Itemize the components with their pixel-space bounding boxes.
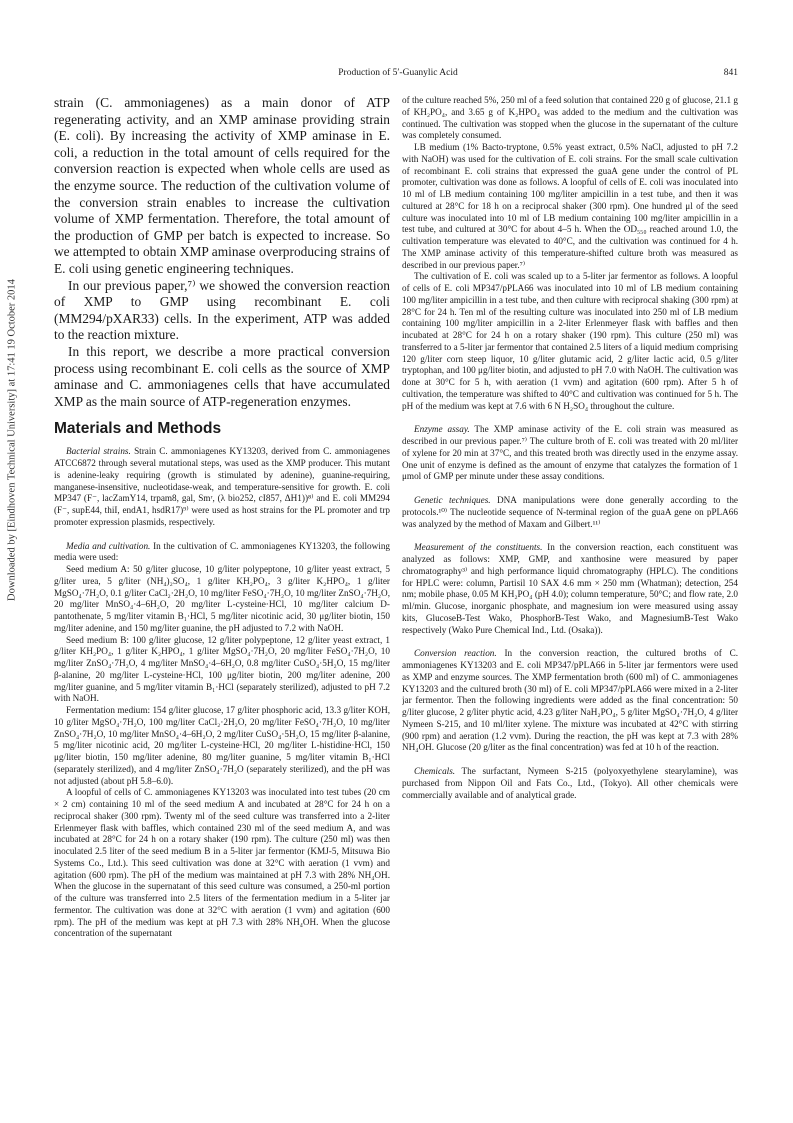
paragraph-body: DNA manipulations were done generally according to the protocols.¹⁰⁾ The nucleotide sequence of N-terminal region of the guaA gene on pPLA66 was analyzed by the method of Maxam and Gilbert.¹¹⁾ (402, 495, 738, 529)
media-paragraph (54, 541, 390, 565)
paragraph-lead: Media and cultivation. (66, 540, 151, 551)
chemicals-paragraph (402, 766, 738, 801)
paragraph-body: Strain C. ammoniagenes KY13203, derived from C. ammoniagenes ATCC6872 through several mutational steps, was used as the XMP producer. This mutant is adenine-leaky requiring (growth is stimulated by adenine), guanine-requiring, manganese-insensitive, nucleotidase-weak, and temperature-sensitive for growth. E. coli MP347 (F⁻, lacZamY14, trpam8, gal, Smʳ, (λ bio252, cI857, ΔH1))⁸⁾ and E. coli MM294 (F⁻, supE44, thiI, endA1, hsdR17)⁹⁾ were used as host strains for the PL promoter and trp promoter expression plasmids, respectively. (54, 446, 390, 527)
lb-medium-paragraph: LB medium (1% Bacto-tryptone, 0.5% yeast extract, 0.5% NaCl, adjusted to pH 7.2 with NaOH) was used for the cultivation of E. coli strains. For the small scale cultivation of recombinant E. coli strains that expressed the guaA gene under the control of PL promoter, cultivation was done as follows. A loopful of cells of E. coli was inoculated into 10 ml of LB medium containing 100 mg/liter ampicillin in a test tube, and then it was cultured at 28°C for 18 h on a reciprocal shaker (300 rpm). One hundred μl of the seed culture was inoculated into 10 ml of LB medium containing 100 mg/liter ampicillin in a test tube, and cultured at 30°C for about 4–5 h. When the OD₅₅₀ reached around 1.0, the cultivation temperature was elevated to 40°C, and the cultivation was continued for 4 h. The XMP aminase activity of this temperature-shifted culture broth was measured as described in our previous paper.⁷⁾ (402, 142, 738, 270)
paragraph-body: In the conversion reaction, the cultured broths of C. ammoniagenes KY13203 and E. coli MP347/pPLA66 in 5-liter jar fermentors were used as XMP and enzyme sources. The XMP fermentation broth (600 ml) of C. ammoniagenes KY13203 and the cultured broth (30 ml) of E. coli MP347/pPLA66 were mixed in a 2-liter jar fermentor. Then the following ingredients were added as the final concentration: 50 g/liter glucose, 2 g/liter phytic acid, 4.23 g/liter NaH₂PO₄, 5 g/liter MgSO₄·7H₂O, 4 g/liter Nymeen S-215, and 10 ml/liter xylene. The mixture was incubated at 42°C with stirring (900 rpm) and aeration (1.2 vvm). During the reaction, the pH was kept at 7.3 with 28% NH₄OH. Glucose (20 g/liter as the final concentration) was fed at 10 h of the reaction. (402, 648, 738, 753)
running-title: Production of 5′-Guanylic Acid (338, 68, 458, 78)
intro-paragraph: In our previous paper,⁷⁾ we showed the conversion reaction of XMP to GMP using recombinant E. coli (MM294/pXAR33) cells. In the experiment, ATP was added to the reaction mixture. (54, 277, 390, 343)
continued-paragraph: of the culture reached 5%, 250 ml of a feed solution that contained 220 g of glucose, 21.1 g of KH₂PO₄, and 3.65 g of K₂HPO₄ was added to the medium and the cultivation was continued. The cultivation was stopped when the glucose in the supernatant of the culture was completely consumed. (402, 95, 738, 141)
paragraph-lead: Measurement of the constituents. (414, 542, 543, 553)
measurement-paragraph (402, 542, 738, 636)
page-header (58, 68, 738, 84)
paragraph-body: In the conversion reaction, each constituent was analyzed as follows: XMP, GMP, and xanthosine were measured by paper chromatography³⁾ and high performance liquid chromatography (HPLC). The conditions for HPLC were: column, Partisil 10 SAX 4.6 mm × 250 mm (Whatman); detection, 254 nm; mobile phase, 0.05 M KH₂PO₄ (pH 4.0); column temperature, 50°C; and flow rate, 2.0 ml/min. Glucose, inorganic phosphate, and magnesium ion were measured using assay kits, GlucoseB-Test Wako, PhosphorB-Test Wako, and MagnesiumB-Test Wako respectively (Wako Pure Chemical Ind., Ltd. (Osaka)). (402, 542, 738, 635)
scale-up-paragraph: The cultivation of E. coli was scaled up to a 5-liter jar fermentor as follows. A loopful of cells of E. coli MP347/pPLA66 was inoculated into 10 ml of LB medium containing 100 mg/liter ampicillin in a test tube, and then culture with reciprocal shaking (300 rpm) at 28°C for 24 h. Ten ml of the resulting culture was inoculated into 250 ml of LB medium containing 100 mg/liter ampicillin in a 2-liter Erlenmeyer flask with baffles and then incubated at 28°C for 24 h on a rotary shaker (190 rpm). This culture (250 ml) was transferred to a 5-liter jar fermentor that contained 2.5 liters of a liquid medium comprising 120 g/liter corn steep liquor, 10 g/liter glutamic acid, 2 g/liter lactic acid, 0.5 g/liter tryptophan, and 100 μg/liter biotin, and adjusted to pH 7.0 with NaOH. The cultivation was done at 30°C for 5 h, with aeration (1 vvm) and agitation (600 rpm). After 5 h of cultivation, the temperature was shifted to 40°C and cultivation was continued for 5 h. The pH of the medium was kept at 7.6 with 6 N H₂SO₄ throughout the culture. (402, 271, 738, 411)
intro-paragraph: In this report, we describe a more practical conversion process using recombinant E. coli cells as the source of XMP aminase and C. ammoniagenes cells that have accumulated XMP as the main source of ATP-regeneration enzymes. (54, 343, 390, 409)
enzyme-assay-paragraph (402, 424, 738, 483)
paragraph-lead: Genetic techniques. (414, 495, 491, 505)
fermentation-medium-paragraph: Fermentation medium: 154 g/liter glucose, 17 g/liter phosphoric acid, 13.3 g/liter KOH, 10 g/liter MgSO₄·7H₂O, 100 mg/liter CaCl₂·2H₂O, 20 mg/liter FeSO₄·7H₂O, 10 mg/liter ZnSO₄·7H₂O, 10 mg/liter MnSO₄·4–6H₂O, 2 mg/liter CuSO₄·5H₂O, 15 mg/liter β-alanine, 5 mg/liter nicotinic acid, 20 mg/liter L-cysteine·HCl, 20 mg/liter L-histidine·HCl, 150 μg/liter biotin, 150 mg/liter adenine, 80 mg/liter guanine, 5 mg/liter vitamin B₁·HCl (separately sterilized), and 4 mg/liter ZnSO₄·7H₂O (separately sterilized), and the pH was not adjusted (about pH 5.8–6.0). (54, 705, 390, 786)
page-number: 841 (723, 68, 738, 78)
left-column (54, 95, 390, 1095)
bacterial-strains-paragraph (54, 446, 390, 528)
paragraph-body: In the cultivation of C. ammoniagenes KY13203, the following media were used: (54, 540, 390, 563)
conversion-reaction-paragraph (402, 648, 738, 754)
paragraph-lead: Chemicals. (414, 766, 456, 776)
intro-paragraph: strain (C. ammoniagenes) as a main donor of ATP regenerating activity, and an XMP aminase providing strain (E. coli). By increasing the activity of XMP aminase in E. coli, a reduction in the total amount of cells required for the conversion reaction is expected when whole cells are used as the enzyme source. The reduction of the cultivation volume of the conversion strain enables to increase the cultivation volume of XMP fermentation. Therefore, the total amount of the production of GMP per batch is expected to increase. So we attempted to obtain XMP aminase overproducing strains of E. coli using genetic engineering techniques. (54, 95, 390, 276)
paragraph-body: The XMP aminase activity of the E. coli strain was measured as described in our previous paper.⁷⁾ The culture broth of E. coli was treated with 20 ml/liter of xylene for 20 min at 37°C, and this treated broth was directly used in the enzyme assay. One unit of enzyme is defined as the amount of enzyme that catalyzes the formation of 1 μmol of GMP per minute under these assay conditions. (402, 424, 738, 482)
genetic-techniques-paragraph (402, 495, 738, 530)
download-watermark (0, 215, 24, 665)
paragraph-lead: Bacterial strains. (66, 446, 131, 457)
seed-medium-a-paragraph: Seed medium A: 50 g/liter glucose, 10 g/liter polypeptone, 10 g/liter yeast extract, 5 g/liter urea, 5 g/liter (NH₄)₂SO₄, 1 g/liter KH₂PO₄, 3 g/liter K₂HPO₄, 1 g/liter MgSO₄·7H₂O, 0.1 g/liter CaCl₂·2H₂O, 10 mg/liter FeSO₄·7H₂O, 10 mg/liter ZnSO₄·7H₂O, 20 mg/liter MnSO₄·4–6H₂O, 20 mg/liter L-cysteine·HCl, 10 mg/liter calcium D-pantothenate, 5 mg/liter vitamin B₁·HCl, 5 mg/liter nicotinic acid, 30 μg/liter biotin, 150 mg/liter adenine, and 150 mg/liter guanine, the pH adjusted to 7.2 with NaOH. (54, 564, 390, 633)
cultivation-paragraph: A loopful of cells of C. ammoniagenes KY13203 was inoculated into test tubes (20 cm × 2 cm) containing 10 ml of the seed medium A and incubated at 28°C for 24 h on a reciprocal shaker (300 rpm). Twenty ml of the seed culture was transferred into a 2-liter Erlenmeyer flask with baffles, which contained 230 ml of the seed medium A, and was incubated at 28°C for 24 h on a rotary shaker (190 rpm). The culture (250 ml) was then inoculated 2.5 liter of the seed medium B in a 5-liter jar fermentor (KMJ-5, Mitsuwa Bio Systems Co., Ltd.). This seed cultivation was done at 32°C with aeration (1 vvm) and agitation (600 rpm). The pH of the medium was maintained at pH 7.3 with 28% NH₄OH. When the glucose in the supernatant of this seed culture was consumed, a 250-ml portion of the culture was transferred into 2.5 liters of the fermentation medium in a 5-liter jar fermentor. The cultivation was done at 32°C with aeration (1 vvm) and agitation (600 rpm). The pH of the medium was kept at pH 7.3 with 28% NH₄OH. When the glucose concentration of the supernatant (54, 787, 390, 939)
right-column (402, 95, 738, 1095)
paragraph-lead: Enzyme assay. (414, 424, 470, 435)
paragraph-lead: Conversion reaction. (414, 648, 497, 659)
download-notice: Downloaded by [Eindhoven Technical University] at 17:41 19 October 2014 (6, 279, 18, 601)
paragraph-body: The surfactant, Nymeen S-215 (polyoxyethylene stearylamine), was purchased from Nippon Oil and Fats Co., Ltd., (Tokyo). All other chemicals were commercially available and of analytical grade. (402, 766, 738, 800)
section-heading: Materials and Methods (54, 420, 222, 438)
seed-medium-b-paragraph: Seed medium B: 100 g/liter glucose, 12 g/liter polypeptone, 12 g/liter yeast extract, 1 g/liter KH₂PO₄, 1 g/liter K₂HPO₄, 1 g/liter MgSO₄·7H₂O, 20 mg/liter FeSO₄·7H₂O, 10 mg/liter ZnSO₄·7H₂O, 4 mg/liter MnSO₄·4–6H₂O, 0.8 mg/liter CuSO₄·5H₂O, 15 mg/liter β-alanine, 20 mg/liter L-cysteine·HCl, 100 μg/liter biotin, 200 mg/liter adenine, 200 mg/liter guanine, and 5 mg/liter vitamin B₁·HCl (separately sterilized), adjusted to pH 7.2 with NaOH. (54, 634, 390, 704)
